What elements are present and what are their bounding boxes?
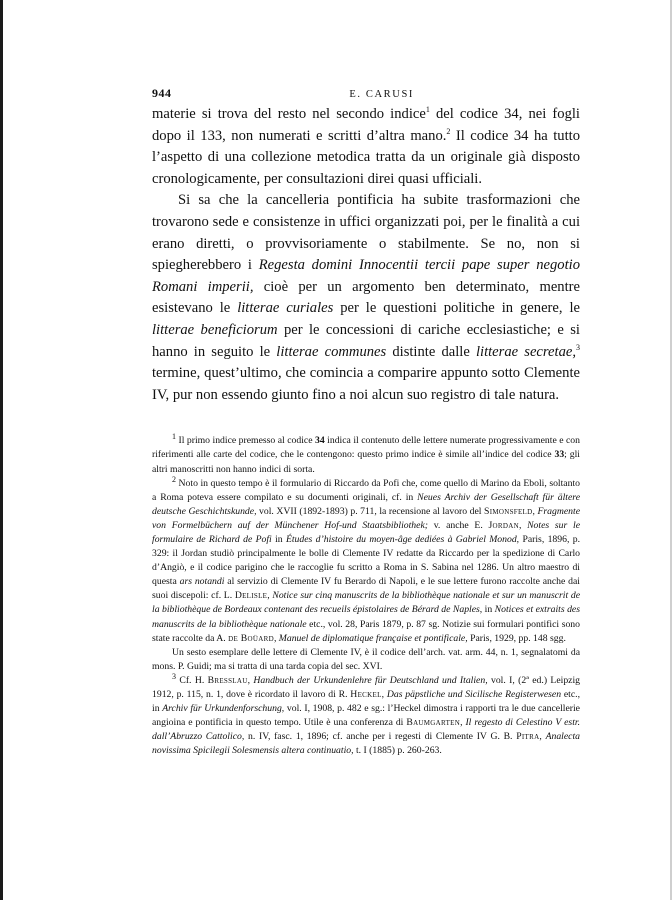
text-run: Delisle [234,590,268,602]
footnote-marker: 2 [446,126,451,136]
text-run: , [460,717,466,729]
text-run: in [271,533,286,545]
text-run: per le questioni politiche in genere, le [333,300,580,317]
text-run: , [267,590,273,602]
text-run: litterae communes [276,343,387,360]
running-header [152,86,580,104]
text-run: , [539,731,546,743]
text-run: Il primo indice premesso al codice [176,435,315,447]
text-run: Jordan [488,519,519,531]
text-run: litterae curiales [237,300,334,317]
text-run: Paris, 1929, pp. 148 sgg. [467,632,566,644]
footnote-marker: 1 [172,432,176,442]
footnote-marker: 2 [172,474,176,484]
text-run: vol. I, 1908, p. 482 e sg.: l’Heckel dimostra i rapporti tra le due cancellerie angioina e pontificia in questo tempo. Utile è una conferenza di [152,703,580,729]
text-run: Paris, 1896, p. 329: il Jordan studiò principalmente le bolle di Clemente IV redatte da Riccardo per la spedizione di Carlo d’Angiò, e il codice parigino che le raccoglie fu scritto a Roma in S. Sabina nel 1286. Un altro maestro di questa [152,533,580,588]
text-run: Das päpstliche und Sicilische Registerwesen [386,689,562,700]
text-run: Heckel [350,689,382,700]
footnote-2 [152,474,581,646]
text-run: ars notandi [179,576,225,588]
text-run: , [518,519,528,531]
text-run: Simonsfeld [484,505,533,517]
footnotes [152,434,580,758]
text-run: Regesta domini Innocentii tercii pape super negotio Romani imperii, [152,257,580,295]
footnote-marker: 1 [425,105,430,115]
text-run: t. I (1885) p. 260-263. [353,745,442,757]
footnote-marker: 3 [172,671,176,681]
text-run: al servizio di Clemente IV fu Berardo di Napoli, e le sue lettere furono raccolte anche dai suoi discepoli: cf. L. [152,576,580,602]
text-run: Cf. H. [176,674,208,686]
text-run: vol. XVII (1892-1893) p. 711, la recensione al lavoro del [256,505,485,517]
text-run: litterae secretae, [475,343,576,360]
page [152,86,580,758]
text-run: , [381,689,387,700]
text-run: Études d’histoire du moyen-âge dediées à Gabriel Monod, [285,533,520,545]
text-run: per le concessioni di cariche ecclesiastiche; e si hanno in seguito le [152,321,580,360]
paragraph-2 [152,190,580,406]
text-run: Archiv für Urkundenforschung, [162,703,285,715]
text-run: 33 [554,449,565,461]
text-run: Notices et extraits des manuscrits de la bibliothèque nationale [152,604,580,630]
main-text [152,104,580,406]
text-run: litterae beneficiorum [152,321,278,338]
text-run: 34 [315,435,325,447]
text-run: in [482,604,495,616]
text-run: v. anche E. [427,519,489,531]
text-run: Un sesto esemplare delle lettere di Clemente IV, è il codice dell’arch. vat. arm. 44, n. 1, segnalatomi da mons. P. Guidi; ma si tratta di una tarda copia del sec. XVI. [152,646,580,672]
text-run: distinte dalle [386,343,476,360]
text-run: Fragmente von Formelbüchern auf der Münchener Hof-und Staatsbibliothek; [152,505,580,531]
text-run: de Boüard [228,632,274,644]
text-run: Pitra [516,731,540,743]
text-run: Si sa che la cancelleria pontificia ha subite trasformazioni che trovarono sede e consistenze in uffici organizzati poi, per le finalità a cui erano diretti, o provvisoriamente o stabilmente. Se no, non si spiegherebbero i [152,192,580,274]
text-run: , [273,632,279,644]
text-run: del codice 34, nei fogli dopo il 133, non numerati e scritti d’altra mano. [152,106,580,144]
text-run: ; gli altri manoscritti non hanno indici di sorta. [152,449,581,475]
paragraph-1 [152,104,580,190]
text-run: Noto in questo tempo è il formulario di Riccardo da Pofi che, come quello di Marino da Eboli, soltanto a Roma poteva essere compilato e su documenti originali, cf. in [152,477,580,503]
text-run: Handbuch der Urkundenlehre für Deutschland und Italien, [253,674,488,686]
footnote-2-addendum [152,646,580,674]
scan-edge-left [0,0,3,900]
footnote-1 [152,434,580,476]
text-run: Neues Archiv der Gesellschaft für ältere deutsche Geschichtskunde, [152,491,581,517]
text-run: termine, quest’ultimo, che comincia a comparire appunto sotto Clemente IV, pur non essendo giunto fino a noi alcun suo registro di tale natura. [152,365,580,403]
text-run: cioè per un argomento ben determinato, mentre esistevano le [152,278,580,317]
text-run: etc., in [152,689,581,715]
text-run: Manuel de diplomatique française et pontificale, [278,632,468,644]
text-run: Il codice 34 ha tutto l’aspetto di una collezione metodica tratta da un originale già disposto cronologicamente, per consultazioni direi quasi ufficiali. [152,127,580,187]
text-run: , [247,674,254,686]
text-run: Il regesto di Celestino V estr. dall’Abruzzo Cattolico, [152,717,581,743]
text-run: Bresslau [207,674,248,686]
text-run: vol. I, (2ª ed.) Leipzig 1912, p. 115, n. 1, dove è ricordato il lavoro di R. [152,674,580,700]
text-run: Analecta novissima Spicilegii Solesmensis altera continuatio, [152,731,580,757]
page-number: 944 [152,86,172,100]
footnote-marker: 3 [576,342,580,352]
text-run: indica il contenuto delle lettere numerate progressivamente e con riferimenti alle carte del codice, che le contengono: questo primo indice è simile all’indice del codice [152,435,580,461]
text-run: Baumgarten [406,717,461,729]
text-run: Notes sur le formulaire de Richard de Pofi [152,519,580,545]
text-run: Notice sur cinq manuscrits de la bibliothèque nationale et sur un manuscrit de la bibliothèque de Bordeaux contenant des recueils épistolaires de Bérard de Naples, [152,590,581,616]
running-head-author: E. CARUSI [349,89,414,100]
text-run: , [532,505,538,517]
text-run: etc., vol. 28, Paris 1879, p. 87 sg. Notizie sui formulari pontifici sono state raccolte da A. [152,618,580,644]
footnote-3 [152,671,581,759]
text-run: n. IV, fasc. 1, 1896; cf. anche per i regesti di Clemente IV G. B. [244,731,517,743]
text-run: materie si trova del resto nel secondo indice [152,106,426,122]
